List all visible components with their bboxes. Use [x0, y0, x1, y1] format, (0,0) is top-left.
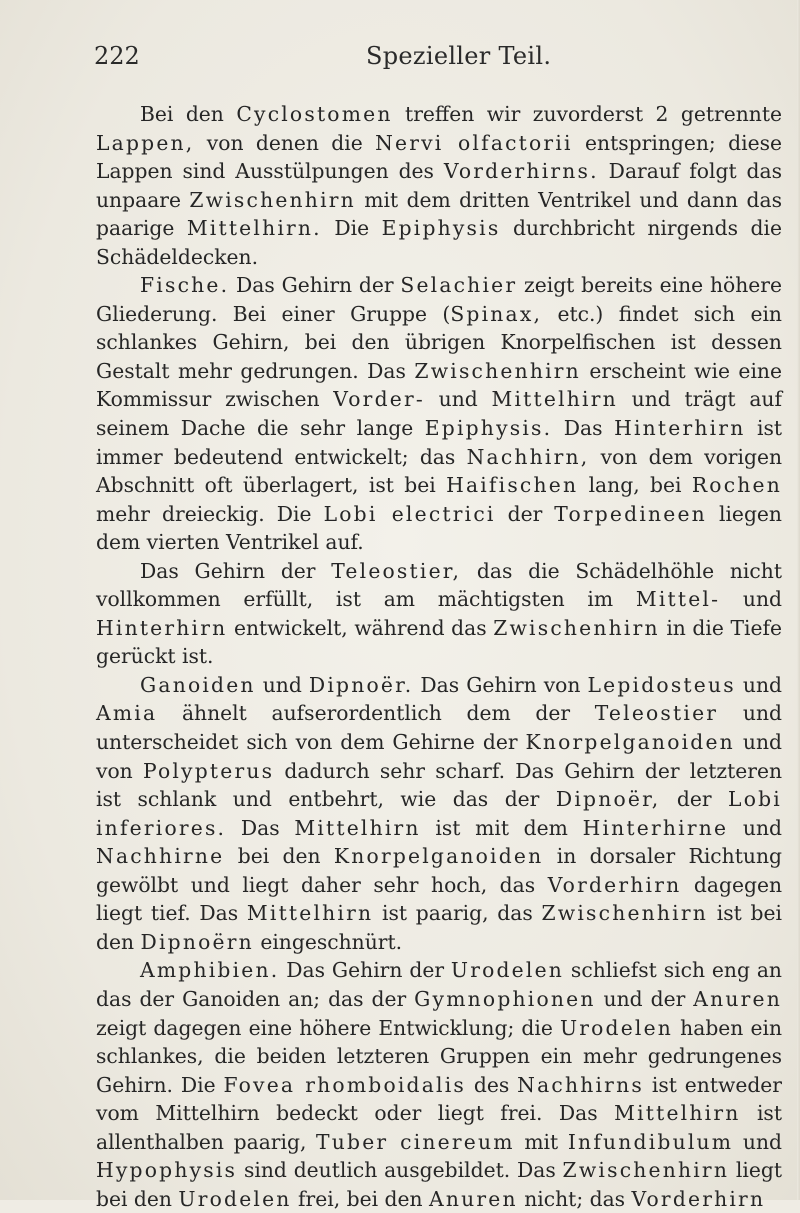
- emphasized-term: Knorpelganoiden: [333, 844, 544, 869]
- emphasized-term: Zwischenhirn: [493, 615, 660, 640]
- emphasized-term: Nachhirns: [517, 1072, 644, 1097]
- text-run: das die Schädelhöhle nicht vollkommen erfüllt, ist am mächtigsten im: [96, 558, 782, 612]
- emphasized-term: Mittelhirn: [294, 815, 421, 840]
- emphasized-term: Ganoiden: [140, 672, 256, 697]
- paragraph-teleostier: [96, 557, 782, 671]
- text-run: in dorsaler Richtung gewölbt und liegt daher sehr hoch, das: [96, 844, 782, 897]
- emphasized-term: Teleostier: [594, 701, 719, 726]
- text-run: durchbricht nirgends die Schädeldecken.: [96, 216, 782, 269]
- emphasized-term: Epiphysis: [381, 216, 501, 241]
- text-run: Das: [552, 416, 615, 441]
- text-run: und unterscheidet sich von dem Gehirne der: [96, 701, 782, 755]
- text-run: zeigt bereits eine höhere Gliederung. Bei einer Gruppe (: [96, 273, 782, 326]
- text-run: ist paarig, das: [373, 901, 542, 926]
- text-run: sind deutlich ausgebildet. Das: [237, 1158, 563, 1183]
- text-run: und: [733, 1129, 783, 1154]
- text-run: und: [255, 672, 309, 697]
- text-run: Das: [226, 815, 295, 840]
- emphasized-term: Infundibulum: [567, 1129, 734, 1154]
- text-run: etc.) findet sich ein schlankes Gehirn, bei den übrigen Knorpelfischen ist dessen Gestalt mehr gedrungen. Das: [96, 301, 782, 383]
- text-run: erscheint wie eine Kommissur zwischen: [96, 358, 782, 412]
- paragraph-fische: [96, 271, 782, 556]
- text-run: der: [660, 787, 729, 812]
- emphasized-term: Mittelhirn: [614, 1101, 741, 1126]
- text-run: eingeschnürt.: [253, 929, 403, 954]
- text-run: der: [495, 501, 555, 526]
- text-run: ähnelt aufserordentlich dem der: [157, 701, 595, 726]
- emphasized-term: Spinax,: [450, 301, 543, 326]
- text-run: nicht; das: [517, 1186, 632, 1211]
- paragraph-amphibien: [96, 956, 782, 1213]
- emphasized-term: Lepidosteus: [587, 672, 736, 697]
- emphasized-term: Vorder-: [333, 387, 425, 412]
- emphasized-term: Epiphysis.: [424, 416, 553, 441]
- emphasized-term: Knorpelganoiden: [525, 730, 735, 755]
- text-run: mit: [514, 1129, 568, 1154]
- emphasized-term: Vorderhirn: [631, 1186, 766, 1211]
- emphasized-term: Mittelhirn: [491, 387, 618, 412]
- text-run: Bei den: [140, 102, 237, 126]
- text-run: und: [720, 587, 782, 612]
- body-text: [96, 100, 782, 1213]
- text-run: Darauf folgt das unpaare: [96, 159, 782, 212]
- text-run: schliefst sich eng an das der Ganoiden an; das der: [96, 958, 782, 1011]
- text-run: und trägt auf seinem Dache die sehr lange: [96, 387, 782, 441]
- emphasized-term: Torpedineen: [554, 501, 707, 526]
- text-run: lang, bei: [578, 473, 692, 498]
- emphasized-term: Urodelen: [559, 1015, 674, 1040]
- emphasized-term: Rochen: [691, 473, 782, 498]
- text-run: und: [735, 672, 782, 697]
- text-run: mehr dreieckig. Die: [96, 501, 324, 526]
- emphasized-term: Nervi olfactorii: [375, 130, 573, 155]
- paragraph-ganoiden: [96, 671, 782, 956]
- emphasized-term: Amia: [96, 701, 158, 726]
- emphasized-term: Dipnoër,: [555, 787, 661, 812]
- page-header: [94, 42, 784, 82]
- emphasized-term: Zwischenhirn: [541, 901, 709, 926]
- text-run: dadurch sehr scharf. Das Gehirn der letzteren ist schlank und entbehrt, wie das der: [96, 758, 783, 812]
- text-run: und von: [96, 730, 782, 783]
- text-run: Das Gehirn von: [413, 672, 588, 697]
- emphasized-term: Mittelhirn: [246, 901, 374, 926]
- emphasized-term: Zwischenhirn: [189, 187, 356, 212]
- text-run: Das Gehirn der: [229, 273, 401, 298]
- emphasized-term: Polypterus: [142, 758, 275, 783]
- text-run: entspringen; diese Lappen sind Ausstülpungen des: [96, 130, 782, 184]
- emphasized-term: Zwischenhirn: [562, 1158, 730, 1183]
- text-run: ist mit dem: [420, 815, 583, 840]
- text-run: und der: [595, 986, 694, 1011]
- text-run: Das Gehirn der: [279, 958, 451, 983]
- text-run: entwickelt, während das: [227, 615, 494, 640]
- text-run: mit dem dritten Ventrikel und dann das paarige: [96, 187, 782, 241]
- text-run: ist bei den: [96, 901, 782, 954]
- text-run: zeigt dagegen eine höhere Entwicklung; die: [96, 1015, 560, 1040]
- text-run: treffen wir zuvorderst 2 getrennte: [392, 102, 782, 126]
- emphasized-term: Lobi inferiores.: [96, 787, 782, 840]
- emphasized-term: Teleostier,: [331, 558, 462, 583]
- emphasized-term: Hinterhirn: [96, 615, 228, 640]
- page-number: 222: [94, 42, 140, 70]
- emphasized-term: Lappen,: [96, 130, 195, 155]
- emphasized-term: Zwischenhirn: [414, 358, 581, 383]
- emphasized-term: Haifischen: [446, 473, 579, 498]
- text-run: in die Tiefe gerückt ist.: [96, 615, 782, 669]
- emphasized-term: Mittel-: [635, 587, 721, 612]
- emphasized-term: Hypophysis: [96, 1158, 238, 1183]
- emphasized-term: Hinterhirn: [614, 416, 746, 441]
- text-run: liegen dem vierten Ventrikel auf.: [96, 501, 782, 555]
- emphasized-term: Amphibien.: [140, 958, 280, 983]
- emphasized-term: Hinterhirne: [582, 815, 729, 840]
- running-title: Spezieller Teil.: [366, 42, 552, 70]
- text-run: bei den: [224, 844, 334, 869]
- emphasized-term: Lobi electrici: [323, 501, 496, 526]
- text-run: von denen die: [194, 130, 376, 155]
- emphasized-term: Cyclostomen: [236, 102, 393, 126]
- emphasized-term: Nachhirne: [96, 844, 225, 869]
- emphasized-term: Nachhirn,: [466, 444, 590, 469]
- emphasized-term: Dipnoërn: [140, 929, 254, 954]
- text-run: und: [424, 387, 492, 412]
- emphasized-term: Fische.: [140, 273, 230, 298]
- emphasized-term: Urodelen: [178, 1186, 292, 1211]
- paragraph-cyclostomen: [96, 100, 782, 271]
- emphasized-term: Dipnoër.: [308, 672, 414, 697]
- text-run: ist allenthalben paarig,: [96, 1101, 782, 1154]
- text-run: von dem vorigen Abschnitt oft überlagert, ist bei: [96, 444, 783, 498]
- emphasized-term: Urodelen: [450, 958, 565, 983]
- text-run: ist entweder vom Mittelhirn bedeckt oder liegt frei. Das: [96, 1072, 783, 1126]
- emphasized-term: Selachier: [400, 273, 518, 298]
- text-run: Die: [321, 216, 382, 241]
- text-run: dagegen liegt tief. Das: [96, 872, 783, 926]
- text-run: frei, bei den: [291, 1186, 430, 1211]
- text-run: ist immer bedeutend entwickelt; das: [96, 416, 783, 469]
- text-run: Das Gehirn der: [140, 558, 332, 583]
- text-run: des: [466, 1072, 518, 1097]
- emphasized-term: Anuren: [693, 986, 782, 1011]
- emphasized-term: Anuren: [429, 1186, 518, 1211]
- text-run: haben ein schlankes, die beiden letzteren Gruppen ein mehr gedrungenes Gehirn. Die: [96, 1015, 783, 1097]
- text-run: liegt bei den: [96, 1158, 783, 1211]
- emphasized-term: Vorderhirns.: [443, 159, 599, 184]
- text-run: und: [728, 815, 782, 840]
- emphasized-term: Vorderhirn: [547, 872, 682, 897]
- emphasized-term: Tuber cinereum: [316, 1129, 515, 1154]
- emphasized-term: Fovea rhomboidalis: [223, 1072, 467, 1097]
- emphasized-term: Gymnophionen: [414, 986, 596, 1011]
- emphasized-term: Mittelhirn.: [186, 216, 322, 241]
